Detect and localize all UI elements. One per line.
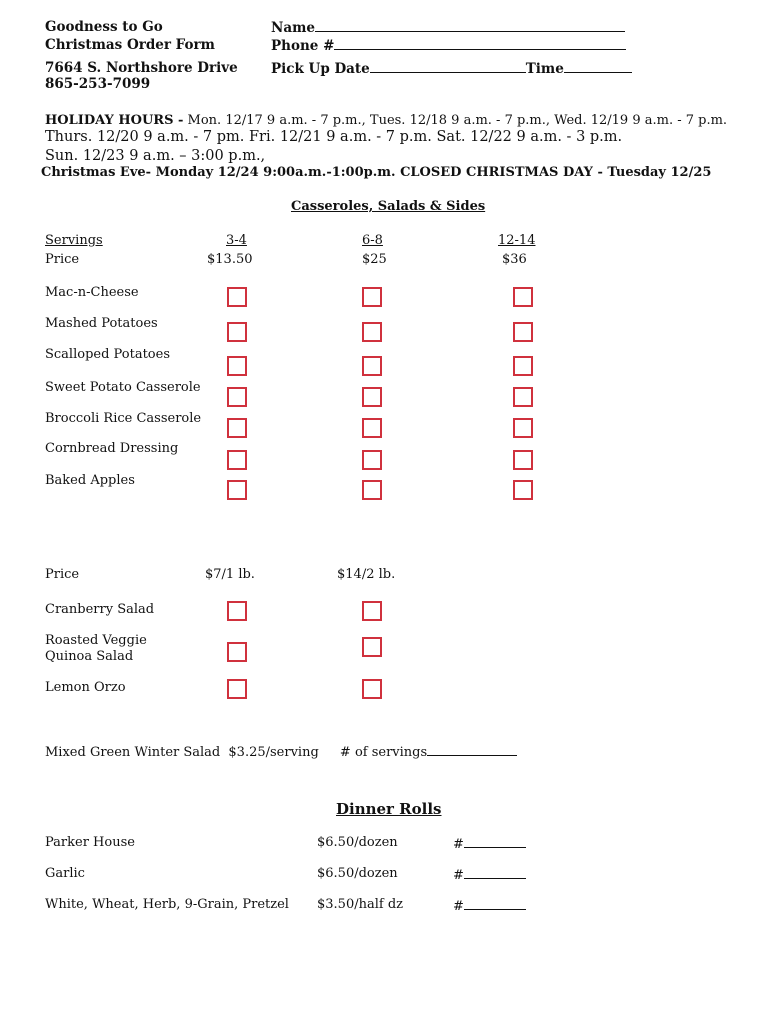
mac-n-cheese-6-8-checkbox[interactable] <box>362 287 382 307</box>
roll-qty-line[interactable] <box>464 866 526 879</box>
lemon-orzo-1lb-checkbox[interactable] <box>227 679 247 699</box>
size-12-14: 12-14 <box>498 233 536 248</box>
roll-qty-label: # <box>453 899 464 914</box>
pickup-line[interactable] <box>370 60 526 73</box>
roll-name-garlic: Garlic <box>45 866 85 881</box>
roll-qty-parker[interactable] <box>453 835 526 852</box>
rolls-title: Dinner Rolls <box>336 800 442 818</box>
mac-n-cheese-3-4-checkbox[interactable] <box>227 287 247 307</box>
item-roasted-veggie-line-1: Roasted Veggie <box>45 633 147 648</box>
quinoa-2lb-checkbox[interactable] <box>362 637 382 657</box>
name-label: Name <box>271 20 315 36</box>
hours-text-1: Mon. 12/17 9 a.m. - 7 p.m., Tues. 12/18 9 a.m. - 7 p.m., Wed. 12/19 9 a.m. - 7 p.m. <box>187 113 728 128</box>
phone-line[interactable] <box>334 37 626 50</box>
business-name: Goodness to Go <box>45 19 163 35</box>
hours-line-3: Sun. 12/23 9 a.m. – 3:00 p.m., <box>45 148 266 164</box>
item-roasted-veggie-line-2: Quinoa Salad <box>45 649 134 664</box>
item-sweet-potato-casserole: Sweet Potato Casserole <box>45 380 201 395</box>
roll-price-parker: $6.50/dozen <box>317 835 398 850</box>
baked-apples-3-4-checkbox[interactable] <box>227 480 247 500</box>
roll-qty-label: # <box>453 837 464 852</box>
casseroles-title: Casseroles, Salads & Sides <box>291 199 486 214</box>
cornbread-dressing-6-8-checkbox[interactable] <box>362 450 382 470</box>
roll-price-garlic: $6.50/dozen <box>317 866 398 881</box>
sweet-potato-3-4-checkbox[interactable] <box>227 387 247 407</box>
price-medium: $25 <box>362 252 387 267</box>
lemon-orzo-2lb-checkbox[interactable] <box>362 679 382 699</box>
mixed-green-label: Mixed Green Winter Salad <box>45 745 221 760</box>
cornbread-dressing-3-4-checkbox[interactable] <box>227 450 247 470</box>
pickup-label: Pick Up Date <box>271 61 370 77</box>
mixed-green-row <box>45 743 517 760</box>
roll-price-assorted: $3.50/half dz <box>317 897 403 912</box>
roll-qty-assorted[interactable] <box>453 897 526 914</box>
scalloped-potatoes-12-14-checkbox[interactable] <box>513 356 533 376</box>
hours-label: HOLIDAY HOURS - <box>45 113 184 128</box>
mashed-potatoes-3-4-checkbox[interactable] <box>227 322 247 342</box>
hours-line-1 <box>45 113 727 128</box>
baked-apples-6-8-checkbox[interactable] <box>362 480 382 500</box>
hours-line-2: Thurs. 12/20 9 a.m. - 7 pm. Fri. 12/21 9 a.m. - 7 p.m. Sat. 12/22 9 a.m. - 3 p.m. <box>45 129 623 145</box>
servings-count-line[interactable] <box>427 743 517 756</box>
price-small: $13.50 <box>207 252 253 267</box>
mac-n-cheese-12-14-checkbox[interactable] <box>513 287 533 307</box>
form-title: Christmas Order Form <box>45 37 215 53</box>
item-mac-n-cheese: Mac-n-Cheese <box>45 285 139 300</box>
scalloped-potatoes-3-4-checkbox[interactable] <box>227 356 247 376</box>
roll-qty-line[interactable] <box>464 897 526 910</box>
name-field[interactable] <box>271 19 625 36</box>
roll-name-parker: Parker House <box>45 835 135 850</box>
item-broccoli-rice-casserole: Broccoli Rice Casserole <box>45 411 202 426</box>
mashed-potatoes-6-8-checkbox[interactable] <box>362 322 382 342</box>
mashed-potatoes-12-14-checkbox[interactable] <box>513 322 533 342</box>
cranberry-1lb-checkbox[interactable] <box>227 601 247 621</box>
roll-qty-label: # <box>453 868 464 883</box>
salad-price-1lb: $7/1 lb. <box>205 567 255 582</box>
time-line[interactable] <box>564 60 632 73</box>
sweet-potato-6-8-checkbox[interactable] <box>362 387 382 407</box>
broccoli-rice-3-4-checkbox[interactable] <box>227 418 247 438</box>
servings-count-label: # of servings <box>339 745 428 760</box>
name-line[interactable] <box>315 19 625 32</box>
roll-qty-line[interactable] <box>464 835 526 848</box>
time-label: Time <box>525 61 564 77</box>
cranberry-2lb-checkbox[interactable] <box>362 601 382 621</box>
phone-field[interactable] <box>271 37 626 54</box>
business-address: 7664 S. Northshore Drive <box>45 60 238 76</box>
broccoli-rice-12-14-checkbox[interactable] <box>513 418 533 438</box>
salad-price-2lb: $14/2 lb. <box>337 567 396 582</box>
item-lemon-orzo: Lemon Orzo <box>45 680 126 695</box>
quinoa-1lb-checkbox[interactable] <box>227 642 247 662</box>
pickup-field[interactable] <box>271 60 632 77</box>
cornbread-dressing-12-14-checkbox[interactable] <box>513 450 533 470</box>
business-phone: 865-253-7099 <box>45 76 151 92</box>
item-cornbread-dressing: Cornbread Dressing <box>45 441 179 456</box>
scalloped-potatoes-6-8-checkbox[interactable] <box>362 356 382 376</box>
baked-apples-12-14-checkbox[interactable] <box>513 480 533 500</box>
item-scalloped-potatoes: Scalloped Potatoes <box>45 347 170 362</box>
roll-qty-garlic[interactable] <box>453 866 526 883</box>
price-large: $36 <box>502 252 527 267</box>
price-label: Price <box>45 252 80 267</box>
mixed-green-price: $3.25/serving <box>228 745 319 760</box>
salad-price-label: Price <box>45 567 80 582</box>
item-baked-apples: Baked Apples <box>45 473 135 488</box>
item-mashed-potatoes: Mashed Potatoes <box>45 316 158 331</box>
size-6-8: 6-8 <box>362 233 383 248</box>
item-cranberry-salad: Cranberry Salad <box>45 602 155 617</box>
roll-name-assorted: White, Wheat, Herb, 9-Grain, Pretzel <box>45 897 289 912</box>
broccoli-rice-6-8-checkbox[interactable] <box>362 418 382 438</box>
phone-label: Phone # <box>271 38 335 54</box>
servings-label: Servings <box>45 233 103 248</box>
sweet-potato-12-14-checkbox[interactable] <box>513 387 533 407</box>
hours-line-4: Christmas Eve- Monday 12/24 9:00a.m.-1:00p.m. CLOSED CHRISTMAS DAY - Tuesday 12/25 <box>41 165 712 180</box>
size-3-4: 3-4 <box>226 233 247 248</box>
